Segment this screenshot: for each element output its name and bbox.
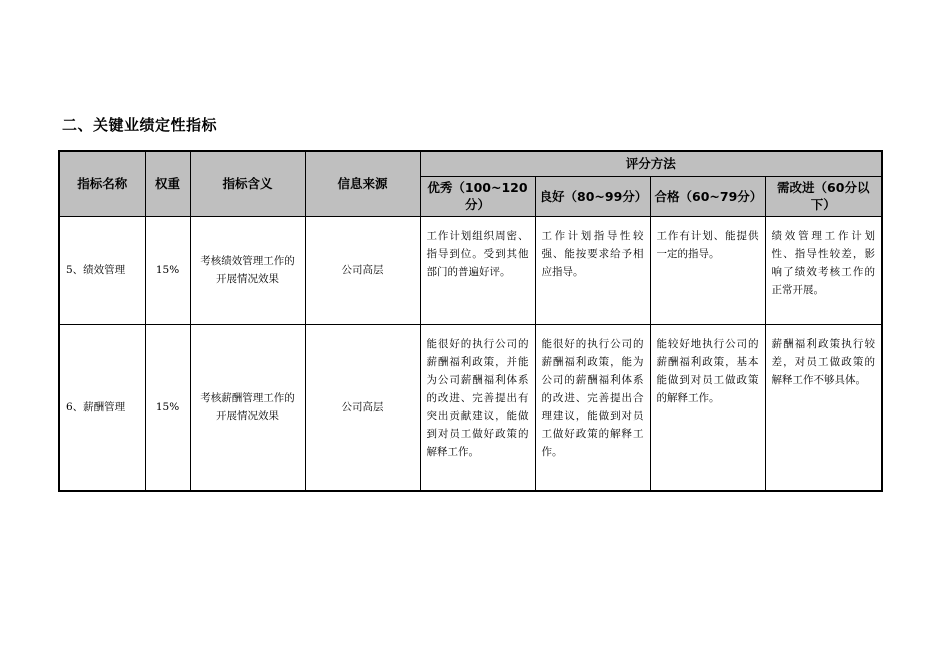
header-good: 良好（80~99分） [535,176,650,216]
row-source: 公司高层 [305,324,420,491]
row-excellent: 工作计划组织周密、指导到位。受到其他部门的普遍好评。 [420,216,535,324]
header-excellent: 优秀（100~120分） [420,176,535,216]
header-source: 信息来源 [305,151,420,216]
row-meaning: 考核薪酬管理工作的开展情况效果 [190,324,305,491]
row-improve: 绩效管理工作计划性、指导性较差，影响了绩效考核工作的正常开展。 [765,216,882,324]
table-row [59,216,882,324]
row-name: 6、薪酬管理 [59,324,145,491]
row-good: 工作计划指导性较强、能按要求给予相应指导。 [535,216,650,324]
row-excellent: 能很好的执行公司的薪酬福利政策，并能为公司薪酬福利体系的改进、完善提出有突出贡献建议，能做到对员工做好政策的解释工作。 [420,324,535,491]
row-weight: 15% [145,216,190,324]
header-weight: 权重 [145,151,190,216]
header-scoring: 评分方法 [420,151,882,176]
kpi-table [58,150,883,492]
row-source: 公司高层 [305,216,420,324]
row-good: 能很好的执行公司的薪酬福利政策，能为公司的薪酬福利体系的改进、完善提出合理建议，能做到对员工做好政策的解释工作。 [535,324,650,491]
header-meaning: 指标含义 [190,151,305,216]
row-improve: 薪酬福利政策执行较差，对员工做政策的解释工作不够具体。 [765,324,882,491]
row-name: 5、绩效管理 [59,216,145,324]
header-name: 指标名称 [59,151,145,216]
row-weight: 15% [145,324,190,491]
section-title: 二、关键业绩定性指标 [62,116,218,134]
header-pass: 合格（60~79分） [650,176,765,216]
row-pass: 能较好地执行公司的薪酬福利政策，基本能做到对员工做政策的解释工作。 [650,324,765,491]
row-pass: 工作有计划、能提供一定的指导。 [650,216,765,324]
table-row [59,324,882,491]
row-meaning: 考核绩效管理工作的开展情况效果 [190,216,305,324]
header-improve: 需改进（60分以下） [765,176,882,216]
